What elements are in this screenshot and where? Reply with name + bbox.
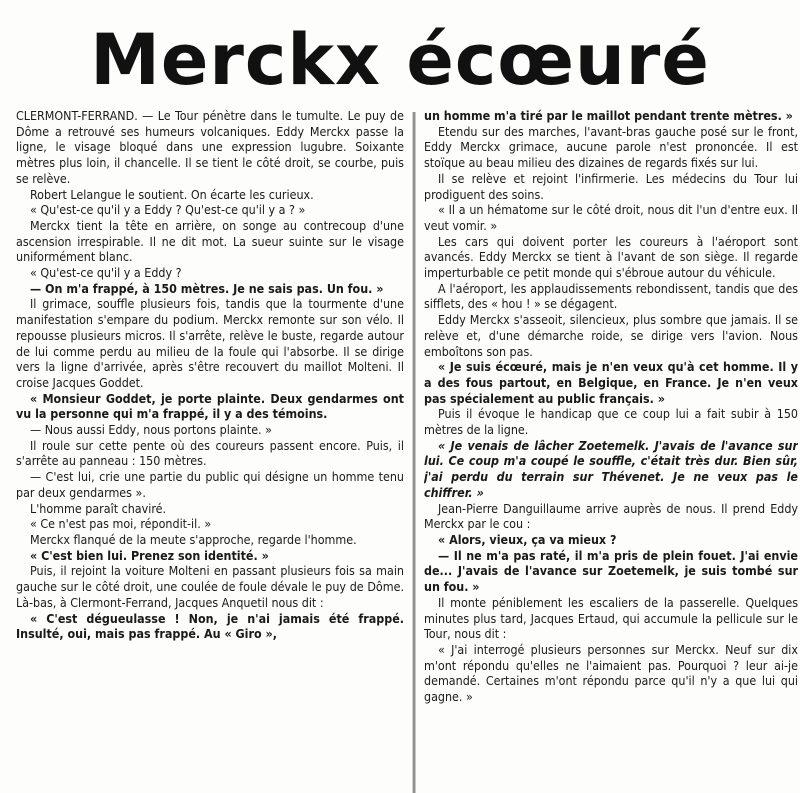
paragraph: Il grimace, souffle plusieurs fois, tandis que la tourmente d'une manifestation s'empare du podium. Merckx remonte sur son vélo. Il repousse plusieurs micros. Il s'arrête, relève le buste, regarde autour de lui comme perdu au milieu de la foule qui l'absorbe. Il se dirige vers la ligne d'arrivée, après s'être recouvert du maillot Molteni. Il croise Jacques Goddet.	[16, 296, 404, 390]
headline: Merckx écœuré	[90, 19, 710, 101]
paragraph: « Qu'est-ce qu'il y a Eddy ? Qu'est-ce qu'il y a ? »	[30, 202, 306, 218]
quote-paragraph: « C'est bien lui. Prenez son identité. »	[30, 547, 269, 563]
quote-paragraph: un homme m'a tiré par le maillot pendant trente mètres. »	[424, 108, 793, 123]
paragraph: « Il a un hématome sur le côté droit, nous dit l'un d'entre eux. Il veut vomir. »	[424, 202, 798, 233]
paragraph: L'homme paraît chaviré.	[30, 500, 167, 516]
paragraph: Puis, il rejoint la voiture Molteni en passant plusieurs fois sa main gauche sur le côté droit, une coulée de foule dévale le puy de Dôme. Là-bas, à Clermont-Ferrand, Jacques Anquetil nous dit :	[16, 563, 404, 610]
page-crease	[412, 112, 416, 793]
quote-paragraph: — On m'a frappé, à 150 mètres. Je ne sais pas. Un fou. »	[30, 280, 384, 296]
paragraph: Les cars qui doivent porter les coureurs à l'aéroport sont avancés. Eddy Merckx se tient à l'avant de son siège. Il regarde imperturbable ce petit monde qui s'ébroue autour du véhicule.	[424, 233, 798, 281]
paragraph: Il roule sur cette pente où des coureurs passent encore. Puis, il s'arrête au panneau : 150 mètres.	[16, 437, 404, 469]
quote-paragraph: « Monsieur Goddet, je porte plainte. Deux gendarmes ont vu la personne qui m'a frappé, il y a des témoins.	[16, 390, 404, 422]
paragraph: « J'ai interrogé plusieurs personnes sur Merckx. Neuf sur dix m'ont répondu qu'elles ne l'aimaient pas. Pourquoi ? leur ai-je demandé. Certaines m'ont répondu parce qu'il n'y a que lui qui gagne. »	[424, 641, 798, 705]
paragraph: Puis il évoque le handicap que ce coup lui a fait subir à 150 mètres de la ligne.	[424, 406, 798, 438]
paragraph: CLERMONT-FERRAND. — Le Tour pénètre dans le tumulte. Le puy de Dôme a retrouvé ses humeurs volcaniques. Eddy Merckx passe la ligne, le visage bloqué dans une expression lugubre. Soixante mètres plus loin, il chancelle. Il se tient le côté droit, se courbe, puis se relève.	[16, 108, 404, 186]
paragraph: Robert Lelangue le soutient. On écarte les curieux.	[30, 186, 314, 202]
paragraph: Il monte péniblement les escaliers de la passerelle. Quelques minutes plus tard, Jacques Ertaud, qui accumule la pellicule sur le Tour, nous dit :	[424, 594, 798, 642]
paragraph: Eddy Merckx s'asseoit, silencieux, plus sombre que jamais. Il se relève et, d'une démarche roide, se dirige vers l'avion. Nous emboîtons son pas.	[424, 312, 798, 359]
article-column-right	[424, 108, 798, 793]
quote-paragraph: « Je venais de lâcher Zoetemelk. J'avais de l'avance sur lui. Ce coup m'a coupé le souffle, c'était très dur. Bien sûr, j'ai perdu du terrain sur Thévenet. Je ne veux pas le chiffrer. »	[424, 437, 798, 500]
quote-paragraph: « C'est dégueulasse ! Non, je n'ai jamais été frappé. Insulté, oui, mais pas frappé. Au « Giro »,	[16, 610, 404, 642]
paragraph: Merckx flanqué de la meute s'approche, regarde l'homme.	[30, 531, 357, 547]
paragraph: « Qu'est-ce qu'il y a Eddy ?	[30, 265, 182, 281]
paragraph: — Nous aussi Eddy, nous portons plainte. »	[30, 422, 272, 438]
article-column-left	[16, 108, 404, 793]
paragraph: Etendu sur des marches, l'avant-bras gauche posé sur le front, Eddy Merckx grimace, aucune parole n'est prononcée. Il est stoïque au beau milieu des dizaines de regards fixés sur lui.	[424, 123, 798, 171]
quote-paragraph: « Je suis écœuré, mais je n'en veux qu'à cet homme. Il y a des fous partout, en Belgique, en France. Je n'en veux pas spécialement au public français. »	[424, 359, 798, 406]
paragraph: — C'est lui, crie une partie du public qui désigne un homme tenu par deux gendarmes ».	[16, 469, 404, 500]
paragraph: « Ce n'est pas moi, répondit-il. »	[30, 516, 212, 532]
quote-paragraph: — Il ne m'a pas raté, il m'a pris de plein fouet. J'ai envie de... J'avais de l'avance sur Zoetemelk, je suis tombé sur un fou. »	[424, 547, 798, 595]
quote-paragraph: « Alors, vieux, ça va mieux ?	[438, 531, 617, 547]
paragraph: Merckx tient la tête en arrière, on songe au contrecoup d'une ascension irrespirable. Il ne dit mot. La sueur suinte sur le visage uniformément blanc.	[16, 217, 404, 265]
paragraph: A l'aéroport, les applaudissements rebondissent, tandis que des sifflets, des « hou ! » se dégagent.	[424, 280, 798, 312]
paragraph: Jean-Pierre Danguillaume arrive auprès de nous. Il prend Eddy Merckx par le cou :	[424, 500, 798, 532]
paragraph: Il se relève et rejoint l'infirmerie. Les médecins du Tour lui prodiguent des soins.	[424, 170, 798, 202]
